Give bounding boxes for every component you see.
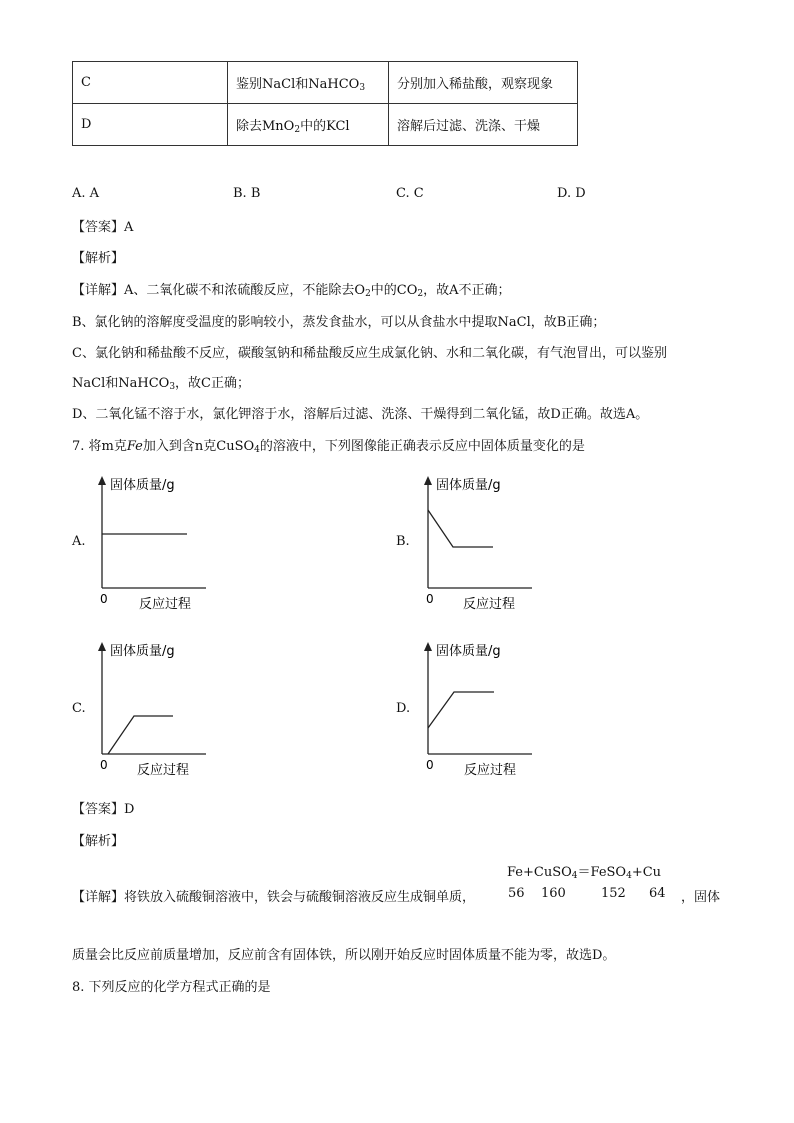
option-cell: D	[73, 104, 228, 146]
mass-fe: 56	[508, 886, 525, 901]
y-axis-label: 固体质量/g	[436, 644, 501, 659]
y-axis-arrow	[98, 642, 106, 651]
mass-cuso4: 160	[541, 886, 566, 901]
q7-analysis-tag: 【解析】	[72, 834, 125, 849]
graph-d-label: D.	[396, 701, 411, 716]
origin-label: 0	[426, 592, 434, 606]
goal-cell: 鉴别NaCl和NaHCO$_3$	[228, 62, 389, 104]
table-row	[73, 104, 578, 146]
y-axis-arrow	[424, 642, 432, 651]
q7-detail-line1-end: ，固体	[681, 890, 721, 905]
chemical-equation: Fe+CuSO$_4$＝FeSO$_4$+Cu	[507, 865, 662, 881]
q6-detail-c-cont: NaCl和NaHCO$_3$，故C正确；	[72, 376, 250, 392]
q7-detail-line2: 质量会比反应前质量增加，反应前含有固体铁，所以刚开始反应时固体质量不能为零，故选D。	[72, 948, 616, 963]
q7-answer: 【答案】D	[72, 802, 135, 817]
q6-detail-a: 【详解】A、二氧化碳不和浓硫酸反应，不能除去$O_2$中的$CO_2$，故A不正确；	[72, 283, 511, 299]
table-row	[73, 62, 578, 104]
origin-label: 0	[100, 592, 108, 606]
method-cell: 溶解后过滤、洗涤、干燥	[389, 104, 578, 146]
graph-b-label: B.	[396, 534, 410, 549]
x-axis-label: 反应过程	[139, 597, 192, 612]
q6-detail-d: D、二氧化锰不溶于水，氯化钾溶于水，溶解后过滤、洗涤、干燥得到二氧化锰，故D正确。故选A。	[72, 407, 649, 422]
x-axis-label: 反应过程	[464, 763, 517, 778]
graph-a-label: A.	[72, 534, 86, 549]
q6-analysis-tag: 【解析】	[72, 251, 125, 266]
q7-stem: 7. 将m克Fe加入到含n克CuSO$_4$的溶液中，下列图像能正确表示反应中固体质量变化的是	[72, 439, 585, 455]
q8-stem: 8. 下列反应的化学方程式正确的是	[72, 980, 271, 995]
curve	[428, 692, 494, 728]
curve	[108, 716, 173, 754]
y-axis-arrow	[98, 476, 106, 485]
choice-d: D. D	[557, 186, 586, 201]
origin-label: 0	[100, 758, 108, 772]
curve	[428, 510, 493, 547]
graph-b	[414, 470, 564, 615]
option-cell: C	[73, 62, 228, 104]
mass-cu: 64	[649, 886, 666, 901]
q6-detail-c: C、氯化钠和稀盐酸不反应，碳酸氢钠和稀盐酸反应生成氯化钠、水和二氧化碳，有气泡冒出，可以鉴别	[72, 346, 667, 361]
method-cell: 分别加入稀盐酸，观察现象	[389, 62, 578, 104]
mass-feso4: 152	[601, 886, 626, 901]
graph-c	[88, 636, 238, 781]
graph-a	[88, 470, 238, 615]
choice-c: C. C	[396, 186, 424, 201]
origin-label: 0	[426, 758, 434, 772]
q6-answer: 【答案】A	[72, 220, 134, 235]
y-axis-label: 固体质量/g	[436, 478, 501, 493]
choice-b: B. B	[233, 186, 261, 201]
graph-d	[414, 636, 564, 781]
choice-a: A. A	[72, 186, 100, 201]
y-axis-arrow	[424, 476, 432, 485]
x-axis-label: 反应过程	[463, 597, 516, 612]
y-axis-label: 固体质量/g	[110, 644, 175, 659]
goal-cell: 除去MnO$_2$中的KCl	[228, 104, 389, 146]
x-axis-label: 反应过程	[137, 763, 190, 778]
q6-detail-b: B、氯化钠的溶解度受温度的影响较小，蒸发食盐水，可以从食盐水中提取NaCl，故B正确；	[72, 315, 606, 330]
y-axis-label: 固体质量/g	[110, 478, 175, 493]
options-table	[72, 61, 578, 146]
q7-detail-line1: 【详解】将铁放入硫酸铜溶液中，铁会与硫酸铜溶液反应生成铜单质，	[72, 890, 476, 905]
graph-c-label: C.	[72, 701, 86, 716]
